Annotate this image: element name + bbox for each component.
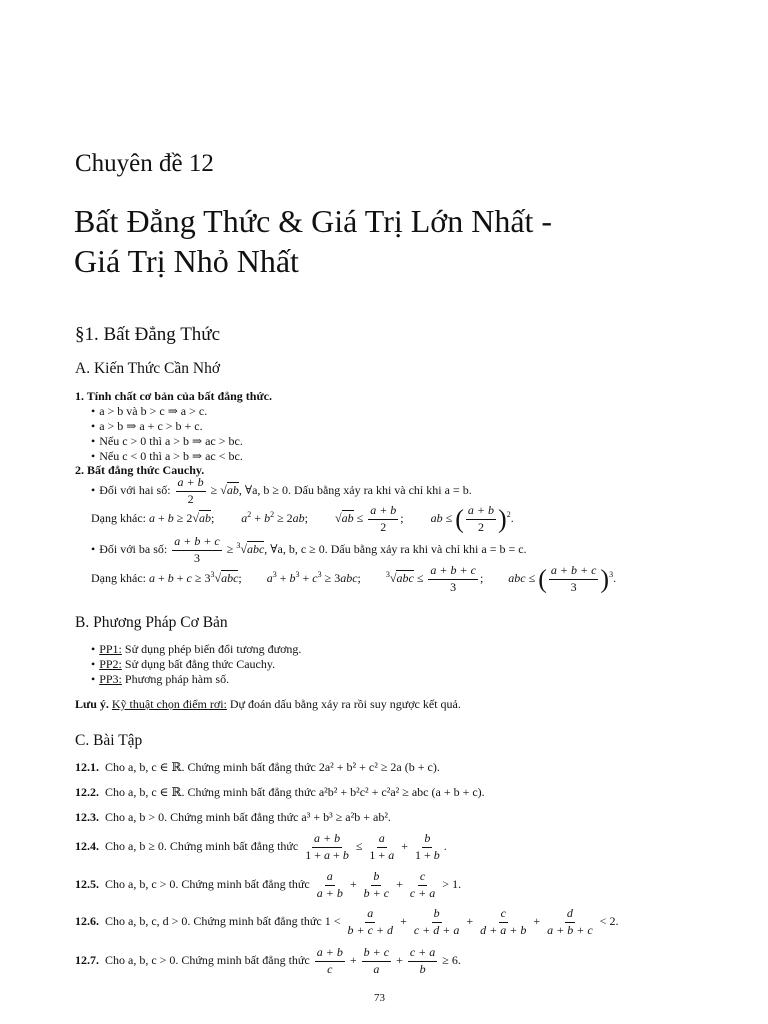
item-1-heading: 1. Tính chất cơ bản của bất đẳng thức. [75, 389, 272, 403]
cauchy-three-numbers: • Đối với ba số: $\frac{a + b + c}{3}$ ≥ $^3$√abc, ∀a, b, c ≥ 0. Dấu bằng xảy ra khi và chỉ khi a = b = c. [91, 535, 527, 566]
cauchy2-tail: ∀a, b ≥ 0. Dấu bằng xảy ra khi và chỉ khi a = b. [244, 483, 472, 498]
fraction: $\frac{a + b}{2}$ [177, 475, 204, 506]
exercise-12-4: 12.4. Cho a, b ≥ 0. Chứng minh bất đẳng thức $\frac{a + b}{1 + a + b}$ ≤ $\frac{a}{1 + a}$ + $\frac{b}{1 + b}$ . [75, 831, 447, 862]
exercise-12-1: 12.1. Cho a, b, c ∈ ℝ. Chứng minh bất đẳng thức 2a² + b² + c² ≥ 2a (b + c). [75, 760, 440, 774]
exercise-12-5: 12.5. Cho a, b, c > 0. Chứng minh bất đẳng thức $\frac{a}{a + b}$ + $\frac{b}{b + c}$ + $\frac{c}{c + a}$ > 1. [75, 869, 462, 900]
exercise-12-3: 12.3. Cho a, b > 0. Chứng minh bất đẳng thức a³ + b³ ≥ a²b + ab². [75, 810, 391, 824]
section-heading: §1. Bất Đẳng Thức [75, 324, 221, 345]
chapter-title-line-2: Giá Trị Nhỏ Nhất [74, 243, 299, 279]
cauchy2-other-forms: Dạng khác: a + b ≥ 2√ab; $a^2 + b^2 \ge 2ab$; √ab ≤ $\frac{a + b}{2}$ ; ab ≤ ( $\frac{a + b}{2}$ )$^2$. [91, 503, 514, 534]
cauchy3-lead: Đối với ba số: [99, 542, 168, 557]
subsection-a: A. Kiến Thức Cần Nhớ [75, 360, 221, 377]
property-3: • Nếu c > 0 thì a > b ⇒ ac > bc. [91, 434, 243, 449]
subsection-c: C. Bài Tập [75, 732, 143, 749]
property-1: • a > b và b > c ⇒ a > c. [91, 404, 207, 419]
cauchy3-other-forms: Dạng khác: $a + b + c \ge 3^3√abc$; $a^3 + b^3 + c^3 \ge 3abc$; $^3$√abc ≤ $\frac{a + b + c}{3}$ ; abc ≤ ( $\frac{a + b + c}{3}$ )$^3$. [91, 563, 617, 594]
cauchy2-lead: Đối với hai số: [99, 483, 171, 498]
other-forms-label: Dạng khác: [91, 511, 146, 526]
chapter-label: Chuyên đề 12 [75, 150, 214, 177]
exercise-12-6: 12.6. Cho a, b, c, d > 0. Chứng minh bất đẳng thức 1 < $\frac{a}{b + c + d}$ + $\frac{b}{c + d + a}$ + $\frac{c}{d + a + b}$ + $\frac{d}{a + b + c}$ < 2. [75, 906, 619, 937]
method-2: • PP2: Sử dụng bất đẳng thức Cauchy. [91, 657, 275, 672]
subsection-b: B. Phương Pháp Cơ Bản [75, 614, 228, 631]
cauchy-two-numbers: • Đối với hai số: $\frac{a + b}{2}$ ≥ √ab, ∀a, b ≥ 0. Dấu bằng xảy ra khi và chỉ khi a = b. [91, 476, 472, 507]
exercise-12-2: 12.2. Cho a, b, c ∈ ℝ. Chứng minh bất đẳng thức a²b² + b²c² + c²a² ≥ abc (a + b + c). [75, 785, 485, 799]
other-forms-label: Dạng khác: [91, 571, 146, 586]
property-2: • a > b ⇒ a + c > b + c. [91, 419, 203, 434]
page-number: 73 [374, 992, 385, 1004]
note: Lưu ý. Kỹ thuật chọn điểm rơi: Dự đoán dấu bằng xảy ra rồi suy ngược kết quả. [75, 697, 461, 711]
property-4: • Nếu c < 0 thì a > b ⇒ ac < bc. [91, 449, 243, 464]
item-2-heading: 2. Bất đẳng thức Cauchy. [75, 463, 205, 477]
cauchy3-tail: ∀a, b, c ≥ 0. Dấu bằng xảy ra khi và chỉ khi a = b = c. [270, 542, 527, 557]
method-1: • PP1: Sử dụng phép biến đổi tương đương. [91, 642, 301, 657]
chapter-title-line-1: Bất Đẳng Thức & Giá Trị Lớn Nhất - [74, 203, 553, 239]
exercise-12-7: 12.7. Cho a, b, c > 0. Chứng minh bất đẳng thức $\frac{a + b}{c}$ + $\frac{b + c}{a}$ + $\frac{c + a}{b}$ ≥ 6. [75, 945, 461, 976]
method-3: • PP3: Phương pháp hàm số. [91, 672, 229, 687]
